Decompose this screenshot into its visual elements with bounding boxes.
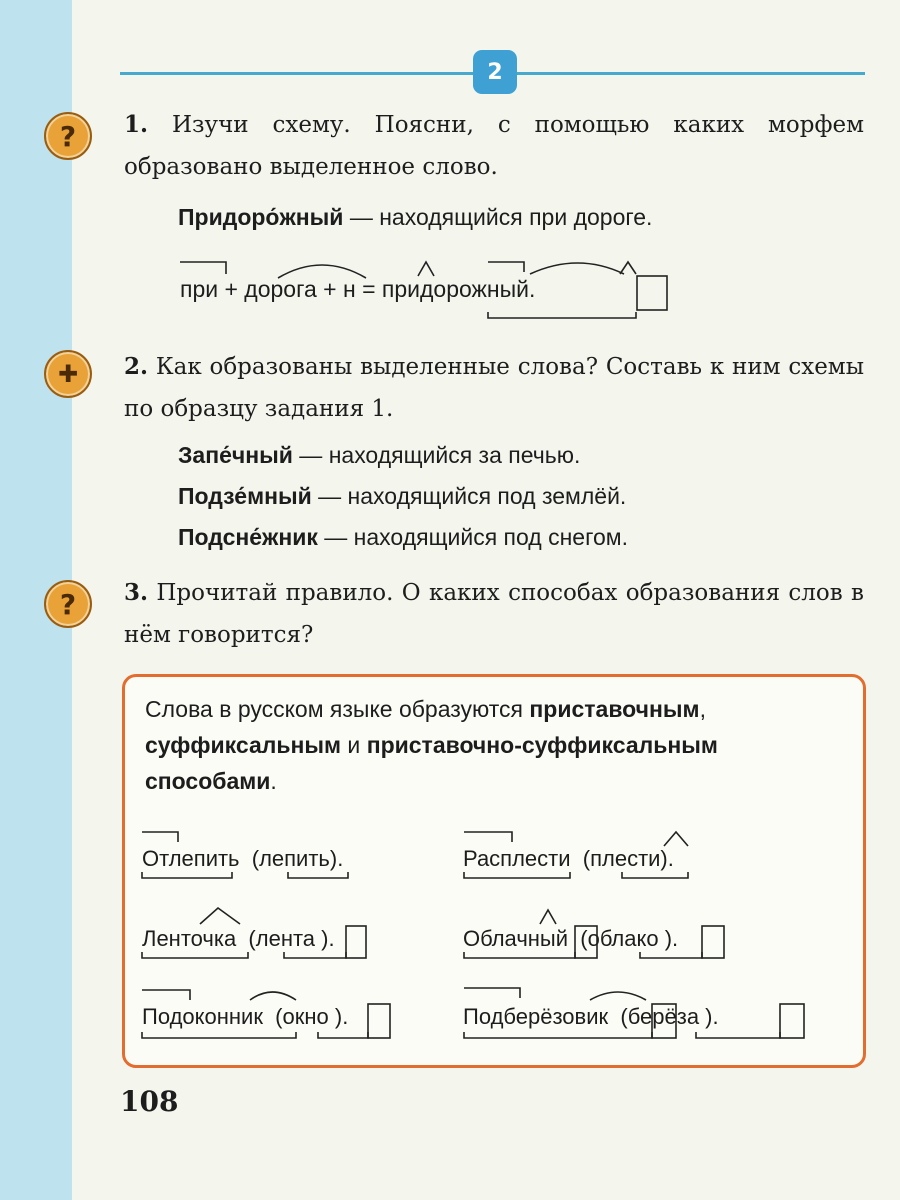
task-2 xyxy=(124,346,864,430)
rule-text xyxy=(145,691,845,799)
example-word: Подберёзовик (берёза ). xyxy=(463,1004,719,1029)
puzzle-icon: ✚ xyxy=(44,350,92,398)
example-word: Подоконник (окно ). xyxy=(142,1004,349,1029)
task-number: 3. xyxy=(124,579,149,606)
highlighted-word: Запе́чный xyxy=(178,442,293,468)
definition-text: — находящийся под снегом. xyxy=(317,524,628,550)
suffix-mark xyxy=(418,262,434,276)
rule-term: приставочным xyxy=(529,696,700,722)
definition-text: — находящийся при дороге. xyxy=(343,204,653,230)
definition-line xyxy=(178,204,652,231)
suffix-mark xyxy=(620,262,636,274)
question-icon: ? xyxy=(44,580,92,628)
definition-line xyxy=(178,483,626,510)
task-text: Изучи схему. Поясни, с помощью каких морфем образовано выделенное слово. xyxy=(124,112,865,180)
root-mark xyxy=(530,263,624,274)
stem-mark xyxy=(488,312,636,318)
task-number: 1. xyxy=(124,111,149,138)
rule-term: приставочно-суффиксальным способами xyxy=(145,732,718,794)
definition-line xyxy=(178,524,628,551)
rule-term: суффиксальным xyxy=(145,732,342,758)
highlighted-word: Придоро́жный xyxy=(178,204,344,230)
task-text: Как образованы выделенные слова? Составь к ним схемы по образцу задания 1. xyxy=(124,354,865,422)
task-text: Прочитай правило. О каких способах образования слов в нём говорится? xyxy=(124,580,864,648)
example-word: Ленточка (лента ). xyxy=(142,926,335,951)
prefix-mark xyxy=(180,262,226,274)
task-3 xyxy=(124,572,864,656)
definition-text: — находящийся под землёй. xyxy=(311,483,627,509)
chapter-badge: 2 xyxy=(473,50,517,94)
task-number: 2. xyxy=(124,353,149,380)
rule-text-part: , xyxy=(699,696,706,722)
highlighted-word: Подсне́жник xyxy=(178,524,318,550)
prefix-mark xyxy=(488,262,524,272)
example-word: Расплести (плести). xyxy=(463,846,674,871)
rule-text-part: Слова в русском языке образуются xyxy=(145,696,530,722)
page-number: 108 xyxy=(120,1085,179,1118)
definition-line xyxy=(178,442,580,469)
word-formation-scheme: при + дорога + н = придорожный. xyxy=(180,276,536,302)
task-1 xyxy=(124,104,864,188)
question-icon: ? xyxy=(44,112,92,160)
ending-mark xyxy=(637,276,667,310)
highlighted-word: Подзе́мный xyxy=(178,483,312,509)
example-word: Отлепить (лепить). xyxy=(142,846,344,871)
rule-text-part: . xyxy=(270,768,277,794)
example-word: Облачный (облако ). xyxy=(463,926,679,951)
rule-text-part: и xyxy=(341,732,367,758)
definition-text: — находящийся за печью. xyxy=(292,442,581,468)
